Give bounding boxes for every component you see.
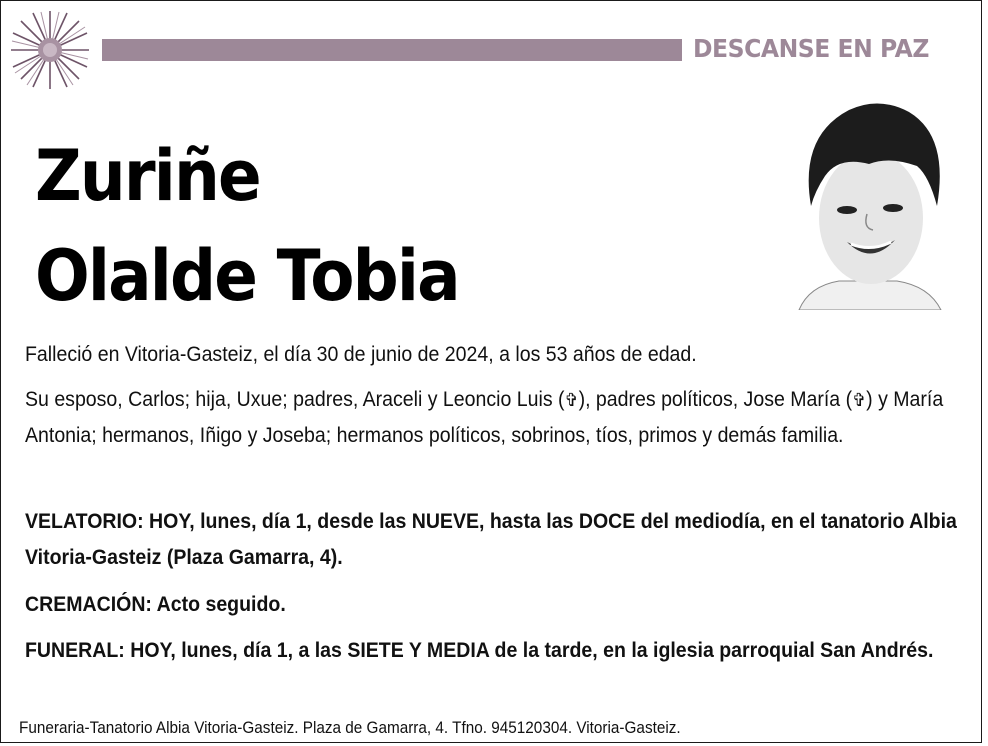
header-bar — [102, 39, 682, 61]
cremation-details: CREMACIÓN: Acto seguido. — [25, 593, 286, 616]
cross-icon: ✞ — [852, 390, 867, 410]
family-text-part2: ), padres políticos, Jose María ( — [578, 388, 853, 411]
cross-icon: ✞ — [564, 390, 579, 410]
headline: DESCANSE EN PAZ — [693, 34, 929, 63]
deceased-surnames: Olalde Tobia — [35, 235, 459, 317]
deceased-first-name: Zuriñe — [35, 135, 260, 217]
funeral-home-footer: Funeraria-Tanatorio Albia Vitoria-Gasteiz. Plaza de Gamarra, 4. Tfno. 945120304. Vitoria-Gasteiz. — [19, 718, 681, 737]
death-statement: Falleció en Vitoria-Gasteiz, el día 30 de junio de 2024, a los 53 años de edad. — [25, 343, 697, 366]
wake-details: VELATORIO: HOY, lunes, día 1, desde las NUEVE, hasta las DOCE del mediodía, en el tanatorio Albia Vitoria-Gasteiz (Plaza Gamarra, 4). — [25, 510, 957, 569]
family-text-part3: ) y María Antonia; hermanos, Iñigo y Joseba; hermanos políticos, sobrinos, tíos, primos y demás familia. — [25, 388, 944, 447]
family-list — [25, 382, 955, 454]
portrait-photo — [789, 96, 947, 310]
thistle-flower-icon — [7, 7, 93, 93]
family-text-part1: Su esposo, Carlos; hija, Uxue; padres, Araceli y Leoncio Luis ( — [25, 388, 565, 411]
funeral-details: FUNERAL: HOY, lunes, día 1, a las SIETE Y MEDIA de la tarde, en la iglesia parroquial San Andrés. — [25, 639, 934, 662]
